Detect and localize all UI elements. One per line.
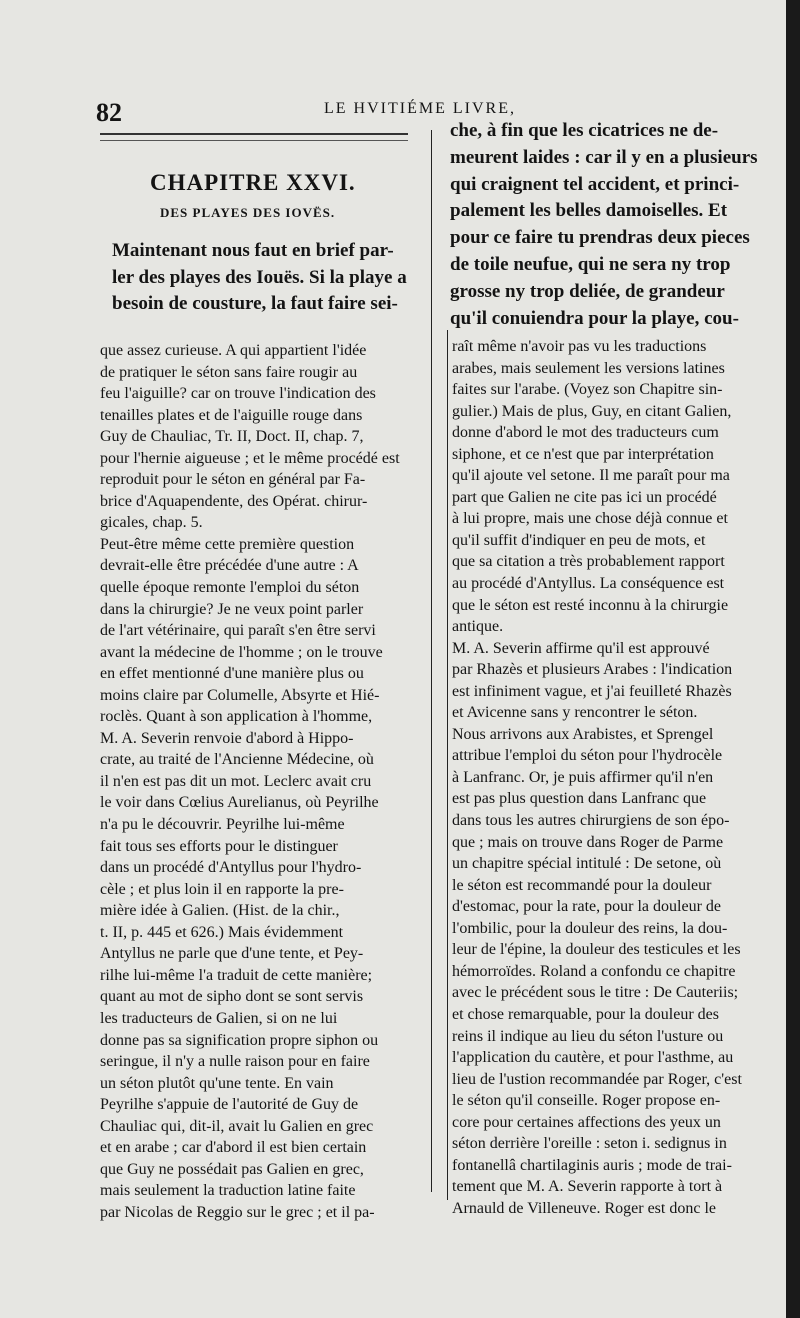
note-line: M. A. Severin renvoie d'abord à Hippo- — [100, 729, 354, 747]
note-line: pour l'hernie aigueuse ; et le même procédé est — [100, 449, 400, 467]
note-line: mais seulement la traduction latine faite — [100, 1182, 356, 1200]
note-line: par Nicolas de Reggio sur le grec ; et il pa- — [100, 1203, 375, 1221]
column-divider-upper — [431, 130, 432, 1192]
note-line: Peut-être même cette première question — [100, 535, 355, 553]
text-line: grosse ny trop deliée, de grandeur — [450, 280, 725, 302]
note-line: fontanellâ chartilaginis auris ; mode de trai- — [452, 1156, 732, 1174]
note-line: siphone, et ce n'est que par interprétation — [452, 445, 714, 463]
note-line: core pour certaines affections des yeux un — [452, 1113, 721, 1131]
note-line: que Guy ne possédait pas Galien en grec, — [100, 1160, 364, 1178]
note-line: part que Galien ne cite pas ici un procédé — [452, 488, 717, 506]
text-line: qui craignent tel accident, et princi- — [450, 173, 740, 195]
note-line: quelle époque remonte l'emploi du séton — [100, 579, 360, 597]
chapter-subtitle: DES PLAYES DES IOVËS. — [160, 205, 336, 220]
note-line: tenailles plates et de l'aiguille rouge dans — [100, 406, 363, 424]
note-line: dans la chirurgie? Je ne veux point parler — [100, 600, 364, 618]
note-line: de l'art vétérinaire, qui paraît s'en être servi — [100, 622, 376, 640]
note-line: à lui propre, mais une chose déjà connue et — [452, 510, 728, 528]
note-line: Guy de Chauliac, Tr. II, Doct. II, chap. 7, — [100, 428, 364, 446]
header-rule-thin — [100, 140, 408, 141]
note-line: raît même n'avoir pas vu les traductions — [452, 338, 707, 355]
note-line: le séton est recommandé pour la douleur — [452, 876, 712, 894]
note-line: le séton qu'il conseille. Roger propose en- — [452, 1092, 721, 1110]
note-line: arabes, mais seulement les versions latines — [452, 359, 725, 377]
note-line: dans un procédé d'Antyllus pour l'hydro- — [100, 859, 362, 877]
note-line: et chose remarquable, pour la douleur des — [452, 1005, 720, 1023]
note-line: roclès. Quant à son application à l'homme, — [100, 708, 373, 726]
note-line: Antyllus ne parle que d'une tente, et Pey- — [100, 945, 364, 963]
page-number: 82 — [96, 98, 122, 127]
note-line: fait tous ses efforts pour le distinguer — [100, 837, 338, 855]
note-line: tement que M. A. Severin rapporte à tort à — [452, 1178, 723, 1196]
note-line: et Avicenne sans y rencontrer le séton. — [452, 704, 698, 722]
note-line: reproduit pour le séton en général par Fa- — [100, 471, 366, 489]
note-line: de pratiquer le séton sans faire rougir au — [100, 363, 358, 381]
text-line: che, à fin que les cicatrices ne de- — [450, 120, 719, 141]
note-line: attribue l'emploi du séton pour l'hydrocèle — [452, 747, 723, 765]
text-line: meurent laides : car il y en a plusieurs — [450, 146, 758, 168]
note-line: séton derrière l'oreille : seton i. sedignus in — [452, 1135, 727, 1153]
note-line: lieu de l'ustion recommandée par Roger, c'est — [452, 1070, 742, 1088]
note-line: M. A. Severin affirme qu'il est approuvé — [452, 639, 710, 657]
note-line: devrait-elle être précédée d'une autre : A — [100, 557, 359, 575]
note-line: Arnauld de Villeneuve. Roger est donc le — [452, 1199, 716, 1217]
note-line: par Rhazès et plusieurs Arabes : l'indication — [452, 661, 733, 679]
note-line: Peyrilhe s'appuie de l'autorité de Guy de — [100, 1096, 359, 1114]
note-line: moins claire par Columelle, Absyrte et Hié- — [100, 686, 380, 704]
text-line: qu'il conuiendra pour la playe, cou- — [450, 307, 739, 329]
note-line: quant au mot de sipho dont se sont servis — [100, 988, 364, 1006]
old-text-column-right — [450, 118, 760, 332]
note-line: que ; mais on trouve dans Roger de Parme — [452, 833, 724, 851]
note-line: crate, au traité de l'Ancienne Médecine, où — [100, 751, 374, 769]
note-line: l'application du cautère, et pour l'asthme, au — [452, 1049, 734, 1067]
note-line: qu'il ajoute vel setone. Il me paraît pour ma — [452, 467, 730, 485]
text-line: pour ce faire tu prendras deux pieces — [450, 227, 750, 249]
note-line: antique. — [452, 618, 504, 636]
note-line: Chauliac qui, dit-il, avait lu Galien en grec — [100, 1117, 374, 1135]
note-line: t. II, p. 445 et 626.) Mais évidemment — [100, 923, 344, 941]
note-line: gicales, chap. 5. — [100, 514, 203, 532]
note-line: que sa citation a très probablement rapport — [452, 553, 725, 571]
old-text-column-left — [112, 238, 420, 318]
note-line: et en arabe ; car d'abord il est bien certain — [100, 1139, 367, 1157]
text-line: besoin de cousture, la faut faire sei- — [112, 293, 398, 314]
note-line: au procédé d'Antyllus. La conséquence est — [452, 575, 725, 593]
note-line: un séton plutôt qu'une tente. En vain — [100, 1074, 334, 1092]
text-line: ler des playes des Iouës. Si la playe a — [112, 266, 407, 288]
note-line: est infiniment vague, et j'ai feuilleté Rhazès — [452, 682, 732, 700]
notes-column-right — [452, 336, 772, 1219]
note-line: brice d'Aquapendente, des Opérat. chirur- — [100, 492, 368, 510]
note-line: donne pas sa signification propre siphon ou — [100, 1031, 379, 1049]
note-line: n'a pu le découvrir. Peyrilhe lui-même — [100, 816, 345, 834]
note-line: cèle ; et plus loin il en rapporte la pre- — [100, 880, 344, 898]
note-line: rilhe lui-même l'a traduit de cette manière; — [100, 966, 373, 984]
note-line: que le séton est resté inconnu à la chirurgie — [452, 596, 729, 614]
text-line: palement les belles damoiselles. Et — [450, 200, 728, 222]
note-line: il n'en est pas dit un mot. Leclerc avait cru — [100, 772, 372, 790]
note-line: avant la médecine de l'homme ; on le trouve — [100, 643, 383, 661]
text-line: Maintenant nous faut en brief par- — [112, 240, 394, 261]
text-line: de toile neufue, qui ne sera ny trop — [450, 253, 731, 275]
note-line: hémorroïdes. Roland a confondu ce chapitre — [452, 962, 736, 980]
column-divider-lower — [447, 330, 448, 1200]
note-line: d'estomac, pour la rate, pour la douleur de — [452, 898, 722, 916]
note-line: gulier.) Mais de plus, Guy, en citant Galien, — [452, 402, 732, 420]
note-line: dans tous les autres chirurgiens de son épo- — [452, 812, 730, 830]
note-line: reins il indique au lieu du séton l'usture ou — [452, 1027, 724, 1045]
note-line: est pas plus question dans Lanfranc que — [452, 790, 707, 808]
header-rule — [100, 133, 408, 135]
chapter-title: CHAPITRE XXVI. — [150, 170, 356, 195]
note-line: l'ombilic, pour la douleur des reins, la dou- — [452, 919, 728, 937]
notes-column-left — [100, 340, 430, 1223]
note-line: les traducteurs de Galien, si on ne lui — [100, 1009, 338, 1027]
note-line: à Lanfranc. Or, je puis affirmer qu'il n'en — [452, 768, 714, 786]
note-line: Nous arrivons aux Arabistes, et Sprengel — [452, 725, 714, 743]
note-line: en effet mentionné d'une manière plus ou — [100, 665, 364, 683]
note-line: que assez curieuse. A qui appartient l'idée — [100, 342, 367, 359]
running-title: LE HVITIÉME LIVRE, — [324, 100, 516, 117]
note-line: feu l'aiguille? car on trouve l'indication des — [100, 385, 376, 403]
note-line: qu'il suffit d'indiquer en peu de mots, et — [452, 531, 706, 549]
note-line: donne d'abord le mot des traducteurs cum — [452, 424, 719, 442]
note-line: seringue, il n'y a nulle raison pour en faire — [100, 1053, 370, 1071]
note-line: mière idée à Galien. (Hist. de la chir., — [100, 902, 340, 920]
note-line: leur de l'épine, la douleur des testicules et les — [452, 941, 741, 959]
note-line: avec le précédent sous le titre : De Cauteriis; — [452, 984, 739, 1002]
note-line: un chapitre spécial intitulé : De setone, où — [452, 855, 722, 873]
note-line: le voir dans Cœlius Aurelianus, où Peyrilhe — [100, 794, 379, 812]
note-line: faites sur l'arabe. (Voyez son Chapitre sin- — [452, 381, 723, 399]
